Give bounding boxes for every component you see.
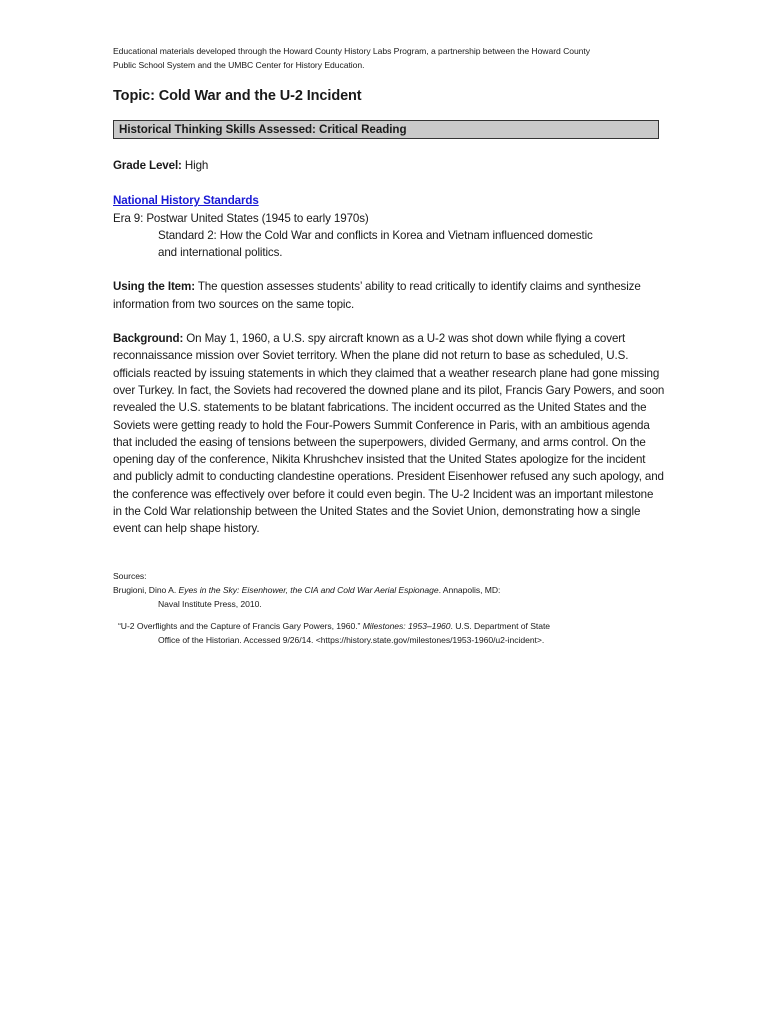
standards-standard-line-1: Standard 2: How the Cold War and conflicts in Korea and Vietnam influenced domestic	[158, 228, 593, 242]
source-1-line-2: Naval Institute Press, 2010.	[158, 599, 262, 610]
program-credit-line-2: Public School System and the UMBC Center for History Education.	[113, 60, 365, 70]
source-1-title: Eyes in the Sky: Eisenhower, the CIA and Cold War Aerial Espionage	[178, 584, 439, 595]
source-entry-2	[113, 619, 665, 647]
standards-standard-line-2: and international politics.	[158, 246, 283, 260]
using-the-item-label: Using the Item:	[113, 280, 195, 294]
background-paragraph	[113, 330, 665, 538]
source-1-publisher: . Annapolis, MD:	[438, 584, 501, 595]
using-the-item-text: The question assesses students’ ability to read critically to identify claims and synthesize information from two sources on the same topic.	[113, 280, 641, 311]
source-2-line-1	[118, 619, 665, 633]
source-2-article: “U-2 Overflights and the Capture of Francis Gary Powers, 1960.”	[118, 621, 363, 632]
source-1-line-1	[113, 583, 665, 597]
source-2-publisher: . U.S. Department of State	[450, 621, 551, 632]
sources-section	[113, 569, 665, 648]
source-entry-1	[113, 583, 665, 611]
background-text: On May 1, 1960, a U.S. spy aircraft known as a U-2 was shot down while flying a covert reconnaissance mission over Soviet territory. When the plane did not return to base as scheduled, U.S. officials reacted by issuing statements in which they claimed that a weather research plane had gone missing over Turkey. In fact, the Soviets had recovered the downed plane and its pilot, Francis Gary Powers, and soon revealed the U.S. statements to be blatant fabrications. The incident occurred as the United States and the Soviets were getting ready to hold the Four-Powers Summit Conference in Paris, with an ambitious agenda that included the easing of tensions between the superpowers, divided Germany, and arms control. On the opening day of the conference, Nikita Khrushchev insisted that the United States apologize for the incident and publicly admit to conducting clandestine operations. President Eisenhower refused any such apology, and the conference was effectively over before it could even begin. The U-2 Incident was an important milestone in the Cold War relationship between the United States and the Soviet Union, demonstrating how a single event can help shape history.	[113, 332, 665, 536]
grade-level-label: Grade Level:	[113, 159, 182, 172]
source-2-line-2: Office of the Historian. Accessed 9/26/14. <https://history.state.gov/milestones/1953-1960/u2-incident>.	[158, 635, 545, 646]
national-history-standards-link[interactable]: National History Standards	[113, 194, 259, 208]
sources-heading: Sources:	[113, 570, 147, 581]
document-page	[113, 44, 665, 648]
source-2-title: Milestones: 1953–1960	[362, 621, 451, 632]
standards-era: Era 9: Postwar United States (1945 to early 1970s)	[113, 211, 369, 225]
using-the-item-paragraph	[113, 278, 665, 313]
grade-level-value: High	[181, 159, 209, 172]
topic-heading: Topic: Cold War and the U-2 Incident	[113, 88, 362, 104]
standards-section	[113, 174, 665, 261]
program-credit-line-1: Educational materials developed through the Howard County History Labs Program, a partnership between the Howard County	[113, 46, 591, 56]
grade-level	[113, 157, 665, 174]
source-1-author: Brugioni, Dino A.	[113, 584, 179, 595]
program-credit-note	[113, 44, 665, 72]
background-label: Background:	[113, 332, 184, 346]
skills-assessed-box: Historical Thinking Skills Assessed: Critical Reading	[113, 120, 659, 139]
